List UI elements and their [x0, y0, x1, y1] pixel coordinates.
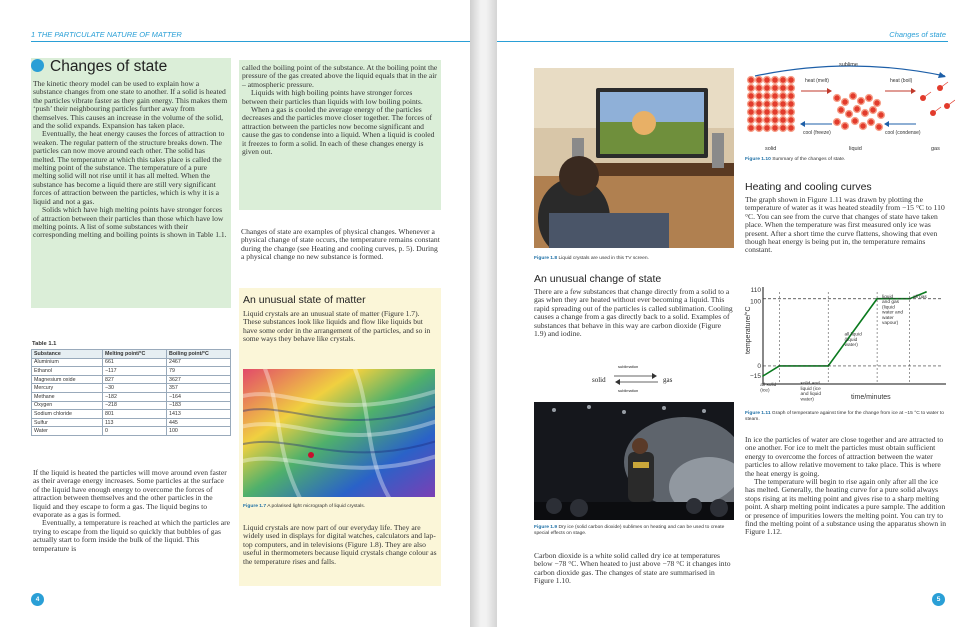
table-cell: −183	[167, 401, 231, 410]
particle	[772, 101, 779, 108]
label-cool-freeze: cool (freeze)	[803, 130, 831, 136]
carbon-dioxide-text: Carbon dioxide is a white solid called dry ice at temperatures below −78 °C. When heated to just above −78 °C it changes into carbon dioxide gas. The changes of state are summarised in Figure 1.10.	[534, 551, 731, 586]
table-cell: Mercury	[32, 384, 103, 393]
particle	[842, 123, 849, 130]
curve-point	[762, 375, 764, 377]
particle	[748, 101, 755, 108]
particle	[858, 98, 865, 105]
particle	[756, 93, 763, 100]
y-tick-label: 0	[757, 362, 761, 370]
table-cell: 357	[167, 384, 231, 393]
particle	[788, 109, 795, 116]
paragraph: The kinetic theory model can be used to explain how a substance changes from one state to another. If a solid is heated the particles vibrate faster as they gain energy. This makes them ‘push’ their neighbouring particles further away from themselves. This causes an increase in the volume of the solid, and the solid expands. Expansion has taken place.	[33, 79, 228, 131]
table-cell: 3627	[167, 375, 231, 384]
melting-explanation-text	[745, 436, 948, 537]
figure-1-9-caption: Figure 1.9 Dry ice (solid carbon dioxide) sublimes on heating and can be used to create special effects on stage.	[534, 525, 725, 536]
table-cell: Sodium chloride	[32, 410, 103, 419]
particle	[772, 77, 779, 84]
unusual-change-title: An unusual change of state	[534, 273, 662, 285]
particle	[748, 93, 755, 100]
y-axis-label: temperature/°C	[745, 306, 752, 354]
evaporation-text	[33, 469, 231, 553]
particle	[748, 85, 755, 92]
table-caption: Table 1.1	[32, 341, 57, 347]
equation-label-top: sublimation	[618, 364, 639, 369]
table-header: Melting point/°C	[103, 350, 167, 359]
curve-point	[925, 291, 927, 293]
particle	[756, 101, 763, 108]
table-cell: 2467	[167, 358, 231, 367]
phase-annotation: liquid and gas (liquid water and water vapour)	[881, 295, 904, 326]
table-cell: 827	[103, 375, 167, 384]
table-row	[32, 427, 231, 436]
paragraph: The temperature will begin to rise again only after all the ice has melted. Generally, the heating curve for a pure solid always stops rising at its melting point and gives rise to a sharp melting point. A sharp melting point indicates a pure sample. The addition or presence of impurities lowers the melting point. You can try to find the melting point of a substance using the apparatus shown in Figure 1.12.	[745, 477, 946, 537]
table-header: Boiling point/°C	[167, 350, 231, 359]
particle	[846, 111, 853, 118]
particle	[772, 93, 779, 100]
particle	[874, 100, 881, 107]
solid-particles	[748, 77, 795, 132]
particle	[838, 107, 845, 114]
table-row	[32, 401, 231, 410]
table-row	[32, 410, 231, 419]
box-bottom-text: Liquid crystals are now part of our everyday life. They are widely used in displays for digital watches, calculators and lap-top computers, and in televisions (Figure 1.8). They are also useful in thermometers because liquid crystals change colour as the temperature rises and falls.	[243, 523, 437, 566]
label-heat-melt: heat (melt)	[805, 78, 829, 84]
particle	[756, 77, 763, 84]
particle	[756, 125, 763, 132]
table-cell: Methane	[32, 392, 103, 401]
section-title: Changes of state	[31, 58, 167, 76]
dry-ice-concert-photo	[534, 402, 734, 520]
particle	[788, 77, 795, 84]
header-rule	[31, 41, 470, 42]
table-row	[32, 367, 231, 376]
particle	[748, 125, 755, 132]
table-cell: −218	[103, 401, 167, 410]
page-number-left: 4	[31, 593, 44, 606]
equilibrium-arrows-icon	[612, 372, 660, 386]
equation-solid: solid	[592, 376, 606, 384]
particle	[788, 101, 795, 108]
physical-change-text: Changes of state are examples of physical changes. Whenever a physical change of state occurs, the temperature remains constant during the change (see Heating and cooling curves, p. 5). During a physical change no new substance is formed.	[241, 227, 440, 262]
figure-1-10-caption: Figure 1.10 Summary of the changes of state.	[745, 157, 846, 162]
equation-gas: gas	[663, 376, 673, 384]
table-cell: 1413	[167, 410, 231, 419]
particle	[780, 109, 787, 116]
table-cell: Sulfur	[32, 418, 103, 427]
table-cell: Water	[32, 427, 103, 436]
phase-annotation: all solid (ice)	[760, 383, 777, 394]
particle	[878, 112, 885, 119]
running-header-right: Changes of state	[889, 30, 946, 39]
liquid-particles	[834, 93, 885, 131]
book-gutter	[470, 0, 497, 627]
particle	[780, 117, 787, 124]
particle	[842, 99, 849, 106]
label-solid: solid	[765, 146, 777, 152]
running-header-left: 1 THE PARTICULATE NATURE OF MATTER	[31, 30, 182, 39]
x-axis-label: time/minutes	[851, 394, 891, 401]
states-summary-diagram	[745, 58, 955, 156]
table-cell: 445	[167, 418, 231, 427]
particle	[780, 93, 787, 100]
paragraph: Solids which have high melting points have stronger forces of attraction between their particles than those which have low melting points. A list of some substances with their corresponding melting and boiling points is shown in Table 1.1.	[33, 205, 227, 240]
particle	[764, 101, 771, 108]
table-cell: −182	[103, 392, 167, 401]
header-rule	[497, 41, 948, 42]
particle	[764, 77, 771, 84]
y-tick-label: 110	[750, 287, 761, 294]
heating-cooling-title: Heating and cooling curves	[745, 181, 872, 193]
table-cell: Magnesium oxide	[32, 375, 103, 384]
particle	[780, 101, 787, 108]
table-cell: −164	[167, 392, 231, 401]
particle	[772, 85, 779, 92]
table-row	[32, 384, 231, 393]
particle	[850, 93, 857, 100]
figure-1-7-caption: Figure 1.7 A polarised light micrograph of liquid crystals.	[243, 504, 366, 509]
table-cell: 79	[167, 367, 231, 376]
curve-point	[876, 298, 878, 300]
particle	[764, 93, 771, 100]
liquid-crystal-micrograph	[243, 369, 435, 497]
box-text: Liquid crystals are an unusual state of matter (Figure 1.7). These substances look like liquids and flow like liquids but have some order in the arrangement of the particles, and so in some ways they behave like crystals.	[243, 309, 431, 344]
particle	[834, 119, 841, 126]
label-liquid: liquid	[849, 146, 862, 152]
particle	[748, 77, 755, 84]
melting-boiling-table	[31, 349, 231, 436]
y-tick-label: 100	[750, 298, 761, 306]
particle	[788, 125, 795, 132]
particle	[866, 95, 873, 102]
table-cell: −30	[103, 384, 167, 393]
particle	[852, 118, 859, 125]
table-row	[32, 375, 231, 384]
boiling-text	[242, 64, 439, 156]
particle	[764, 109, 771, 116]
left-page	[0, 0, 470, 627]
particle	[748, 117, 755, 124]
particle	[788, 117, 795, 124]
gas-particles	[920, 82, 955, 116]
heating-curve-text: The graph shown in Figure 1.11 was drawn by plotting the temperature of water as it was heated steadily from −15 °C to 110 °C. You can see from the curve that changes of state have taken place. When the temperature was first measured only ice was present. After a short time the curve flattens, showing that even though heat energy is being put in, the temperature remains constant.	[745, 195, 945, 255]
table-cell: 801	[103, 410, 167, 419]
particle	[834, 95, 841, 102]
right-page	[497, 0, 978, 627]
table-cell: 113	[103, 418, 167, 427]
particle	[756, 109, 763, 116]
paragraph: In ice the particles of water are close together and are attracted to one another. For ice to melt the particles must obtain sufficient energy to overcome the forces of attraction between the water particles to allow relative movement to take place. This is where the heat energy is going.	[745, 435, 944, 478]
particle	[780, 77, 787, 84]
paragraph: Liquids with high boiling points have stronger forces between their particles than liquids with low boiling points.	[242, 88, 423, 106]
particle	[748, 109, 755, 116]
table-cell: −117	[103, 367, 167, 376]
table-cell: 661	[103, 358, 167, 367]
particle	[854, 106, 861, 113]
sublimation-equation	[592, 364, 712, 398]
particle	[868, 119, 875, 126]
particle	[764, 125, 771, 132]
label-cool-condense: cool (condense)	[885, 130, 921, 136]
particle	[788, 85, 795, 92]
label-heat-boil: heat (boil)	[890, 78, 913, 84]
table-row	[32, 418, 231, 427]
particle	[772, 117, 779, 124]
particle	[876, 124, 883, 131]
table-cell: 0	[103, 427, 167, 436]
particle	[860, 123, 867, 130]
particle	[764, 117, 771, 124]
table-row	[32, 392, 231, 401]
particle	[780, 85, 787, 92]
heating-curve-chart	[741, 284, 951, 412]
paragraph: Eventually, the heat energy causes the forces of attraction to weaken. The regular pattern of the structure breaks down. The particles can now move around each other. The solid has melted. The temperature at which this takes place is called the melting point of the substance. The temperature of a pure melting solid will not rise until it has all melted. When the substance has become a liquid there are still very significant forces of attraction between the particles, which is why it is a liquid and not a gas.	[33, 129, 225, 206]
paragraph: When a gas is cooled the average energy of the particles decreases and the particles move closer together. The forces of attraction between the particles now become significant and cause the gas to condense into a liquid. When a liquid is cooled it freezes to form a solid. In each of these changes energy is given out.	[242, 105, 435, 157]
box-title: An unusual state of matter	[243, 294, 366, 306]
page-number-right: 5	[932, 593, 945, 606]
table-cell: 100	[167, 427, 231, 436]
figure-1-11-caption: Figure 1.11 Graph of temperature against time for the change from ice at −15 °C to water to steam.	[745, 411, 944, 422]
tv-photo	[534, 68, 734, 248]
bullet-dot-icon	[31, 59, 44, 72]
equation-label-bottom: sublimation	[618, 388, 639, 393]
particle	[788, 93, 795, 100]
figure-1-8-caption: Figure 1.8 Liquid crystals are used in this TV screen.	[534, 256, 649, 261]
phase-annotation: solid and liquid (ice and liquid water)	[800, 381, 822, 403]
particle	[780, 125, 787, 132]
particle	[756, 85, 763, 92]
particle	[870, 107, 877, 114]
particle	[772, 109, 779, 116]
table-cell: Ethanol	[32, 367, 103, 376]
y-tick-label: −15	[749, 373, 761, 380]
particle	[862, 110, 869, 117]
intro-text	[33, 80, 229, 240]
table-header: Substance	[32, 350, 103, 359]
table-cell: Oxygen	[32, 401, 103, 410]
phase-annotation: all liquid (liquid water)	[844, 332, 862, 349]
particle	[764, 85, 771, 92]
particle	[756, 117, 763, 124]
sublime-arrowhead-icon	[938, 72, 946, 78]
phase-annotation: all gas	[912, 295, 927, 300]
table-cell: Aluminium	[32, 358, 103, 367]
paragraph: Eventually, a temperature is reached at which the particles are trying to escape from the liquid so quickly that bubbles of gas actually start to form inside the bulk of the liquid. This temperature is	[33, 518, 230, 553]
label-sublime: sublime	[839, 62, 858, 68]
table-row	[32, 358, 231, 367]
label-gas: gas	[931, 146, 940, 152]
sublimation-text: There are a few substances that change directly from a solid to a gas when they are heated without ever becoming a liquid. This rapid spreading out of the particles is called sublimation. Cooling causes a change from a gas directly back to a solid. Examples of substances that behave in this way are carbon dioxide (Figure 1.9) and iodine.	[534, 287, 733, 339]
particle	[772, 125, 779, 132]
paragraph: If the liquid is heated the particles will move around even faster as their average energy increases. Some particles at the surface of the liquid have enough energy to overcome the forces of attraction between themselves and the other particles in the liquid and they escape to form a gas. The liquid begins to evaporate as a gas is formed.	[33, 468, 227, 520]
paragraph: called the boiling point of the substance. At the boiling point the pressure of the gas created above the liquid equals that in the air – atmospheric pressure.	[242, 63, 438, 89]
